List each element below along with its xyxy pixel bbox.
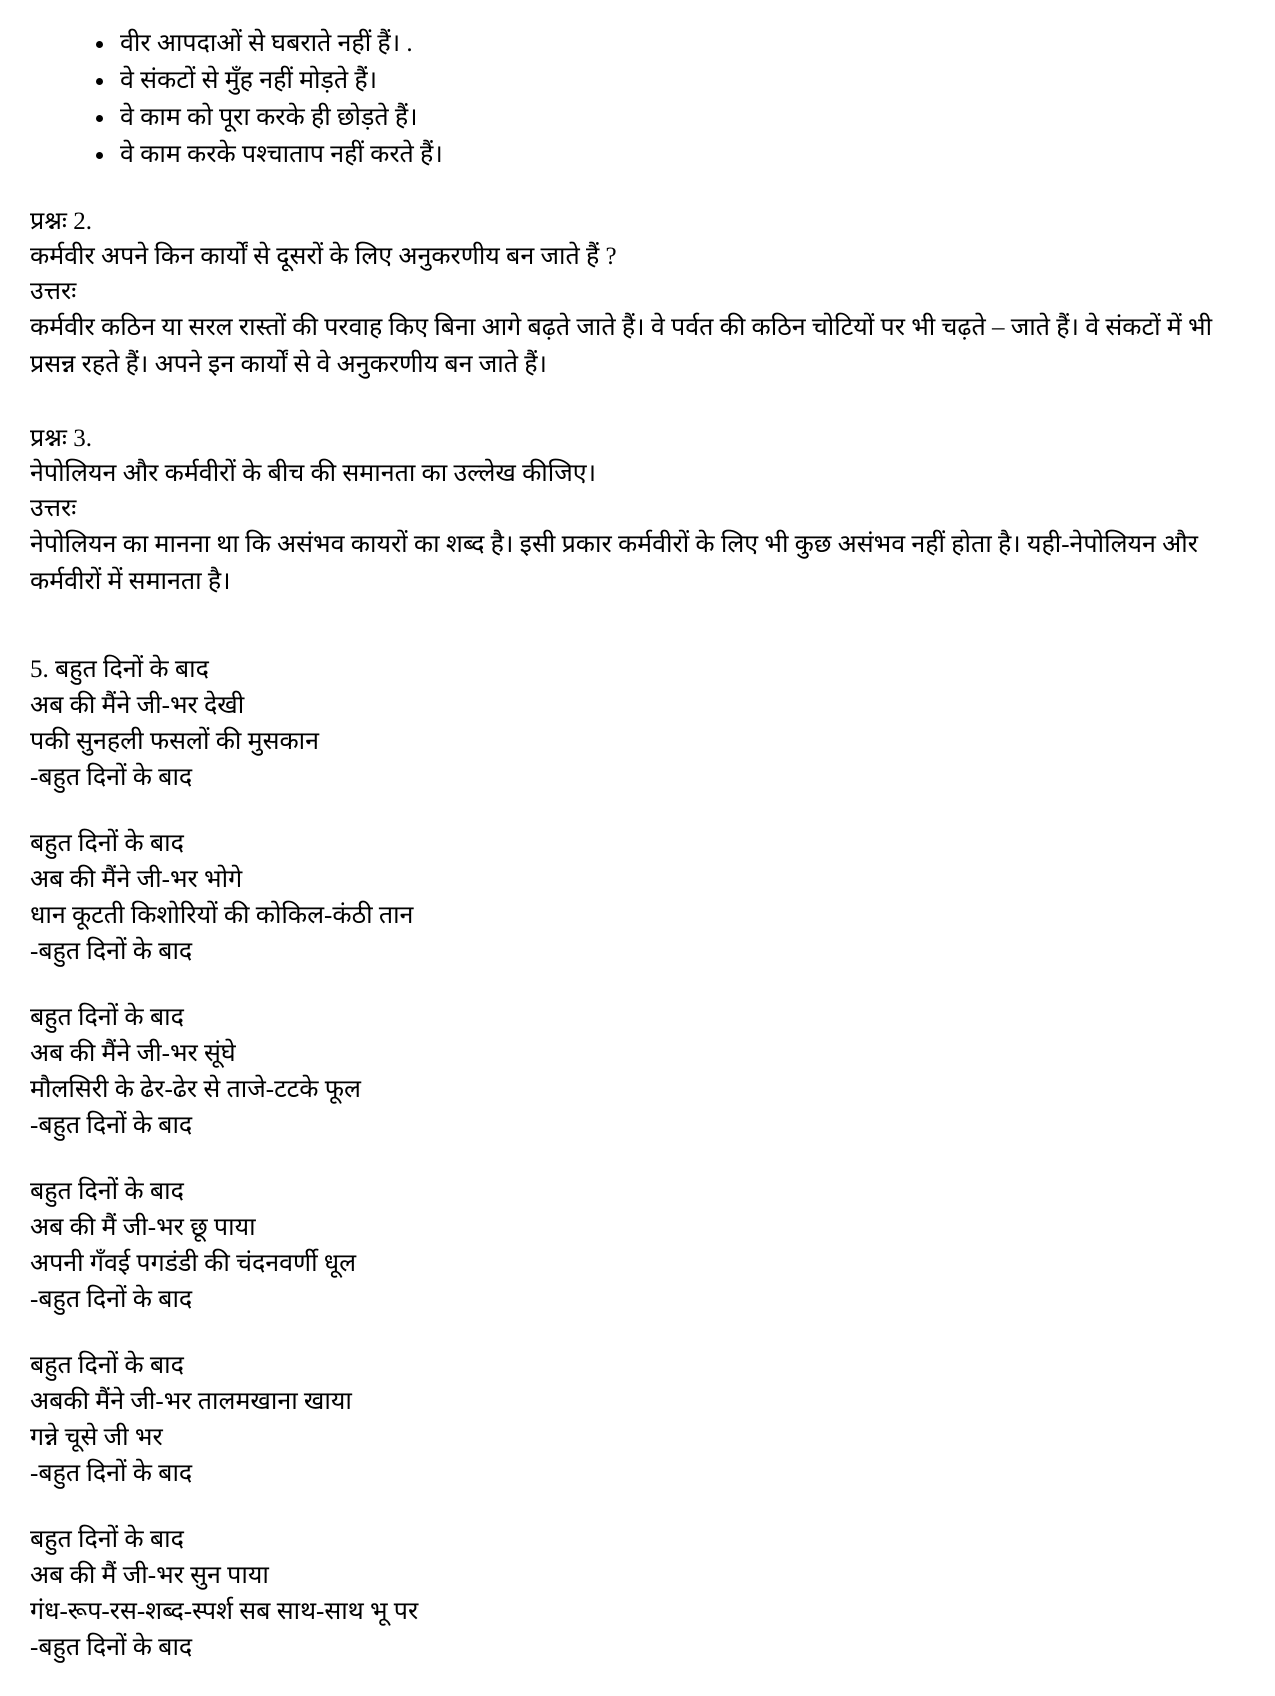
poem-line: गंध-रूप-रस-शब्द-स्पर्श सब साथ-साथ भू पर: [30, 1598, 419, 1625]
poem-line: मौलसिरी के ढेर-ढेर से ताजे-टटके फूल: [30, 1076, 361, 1103]
poem-line: बहुत दिनों के बाद: [30, 1526, 184, 1553]
poem-line: अब की मैंने जी-भर सूंघे: [30, 1040, 236, 1067]
spacer: [30, 600, 1237, 638]
list-item: वे काम करके पश्चाताप नहीं करते हैं।: [92, 137, 1237, 172]
poem-stanza-2: [30, 826, 1237, 970]
question-3-answer-label: उत्तरः: [30, 495, 77, 522]
spacer: [30, 638, 1237, 652]
question-3-label: प्रश्नः 3.: [30, 425, 92, 452]
poem-line: अब की मैं जी-भर छू पाया: [30, 1214, 256, 1241]
poem-line: अपनी गँवई पगडंडी की चंदनवर्णी धूल: [30, 1250, 357, 1277]
spacer: [30, 796, 1237, 826]
spacer: [30, 1492, 1237, 1522]
spacer: [30, 1144, 1237, 1174]
list-item: वे काम को पूरा करके ही छोड़ते हैं।: [92, 100, 1237, 135]
poem-stanza-5: [30, 1348, 1237, 1492]
spacer: [30, 383, 1237, 421]
spacer: [30, 174, 1237, 204]
question-2-answer-label: उत्तरः: [30, 278, 77, 305]
poem-line: बहुत दिनों के बाद: [30, 1004, 184, 1031]
poem-stanza-1: [30, 652, 1237, 796]
question-2-text: कर्मवीर अपने किन कार्यों से दूसरों के लिए अनुकरणीय बन जाते हैं ?: [30, 243, 617, 270]
poem-stanza-3: [30, 1000, 1237, 1144]
poem-line: धान कूटती किशोरियों की कोकिल-कंठी तान: [30, 902, 414, 929]
question-2-block: [30, 204, 1237, 383]
poem-line: -बहुत दिनों के बाद: [30, 1286, 193, 1313]
list-item: वीर आपदाओं से घबराते नहीं हैं। .: [92, 26, 1237, 61]
poem-line: -बहुत दिनों के बाद: [30, 764, 193, 791]
poem-line: -बहुत दिनों के बाद: [30, 1634, 193, 1661]
poem-line: गन्ने चूसे जी भर: [30, 1424, 163, 1451]
poem-line: बहुत दिनों के बाद: [30, 1352, 184, 1379]
poem-stanza-4: [30, 1174, 1237, 1318]
question-3-block: [30, 421, 1237, 600]
question-3-text: नेपोलियन और कर्मवीरों के बीच की समानता का उल्लेख कीजिए।: [30, 460, 597, 487]
spacer: [30, 970, 1237, 1000]
poem-title-line: 5. बहुत दिनों के बाद: [30, 656, 209, 683]
poem-line: बहुत दिनों के बाद: [30, 1178, 184, 1205]
question-3-answer-text: नेपोलियन का मानना था कि असंभव कायरों का शब्द है। इसी प्रकार कर्मवीरों के लिए भी कुछ असंभव नहीं होता है। यही-नेपोलियन और कर्मवीरों में समानता है।: [30, 531, 1205, 595]
poem-line: अब की मैंने जी-भर देखी: [30, 692, 245, 719]
poem-line: अब की मैंने जी-भर भोगे: [30, 866, 243, 893]
question-2-answer-text: कर्मवीर कठिन या सरल रास्तों की परवाह किए बिना आगे बढ़ते जाते हैं। वे पर्वत की कठिन चोटियों पर भी चढ़ते – जाते हैं। वे संकटों में भी प्रसन्न रहते हैं। अपने इन कार्यों से वे अनुकरणीय बन जाते हैं।: [30, 314, 1219, 378]
intro-bullet-list: [30, 26, 1237, 172]
poem-line: -बहुत दिनों के बाद: [30, 1112, 193, 1139]
poem-line: पकी सुनहली फसलों की मुसकान: [30, 728, 320, 755]
question-2-label: प्रश्नः 2.: [30, 208, 92, 235]
poem-line: अब की मैं जी-भर सुन पाया: [30, 1562, 269, 1589]
poem-stanza-6: [30, 1522, 1237, 1666]
poem-line: अबकी मैंने जी-भर तालमखाना खाया: [30, 1388, 352, 1415]
poem-line: -बहुत दिनों के बाद: [30, 1460, 193, 1487]
poem-line: बहुत दिनों के बाद: [30, 830, 184, 857]
poem-line: -बहुत दिनों के बाद: [30, 938, 193, 965]
spacer: [30, 1318, 1237, 1348]
list-item: वे संकटों से मुँह नहीं मोड़ते हैं।: [92, 63, 1237, 98]
